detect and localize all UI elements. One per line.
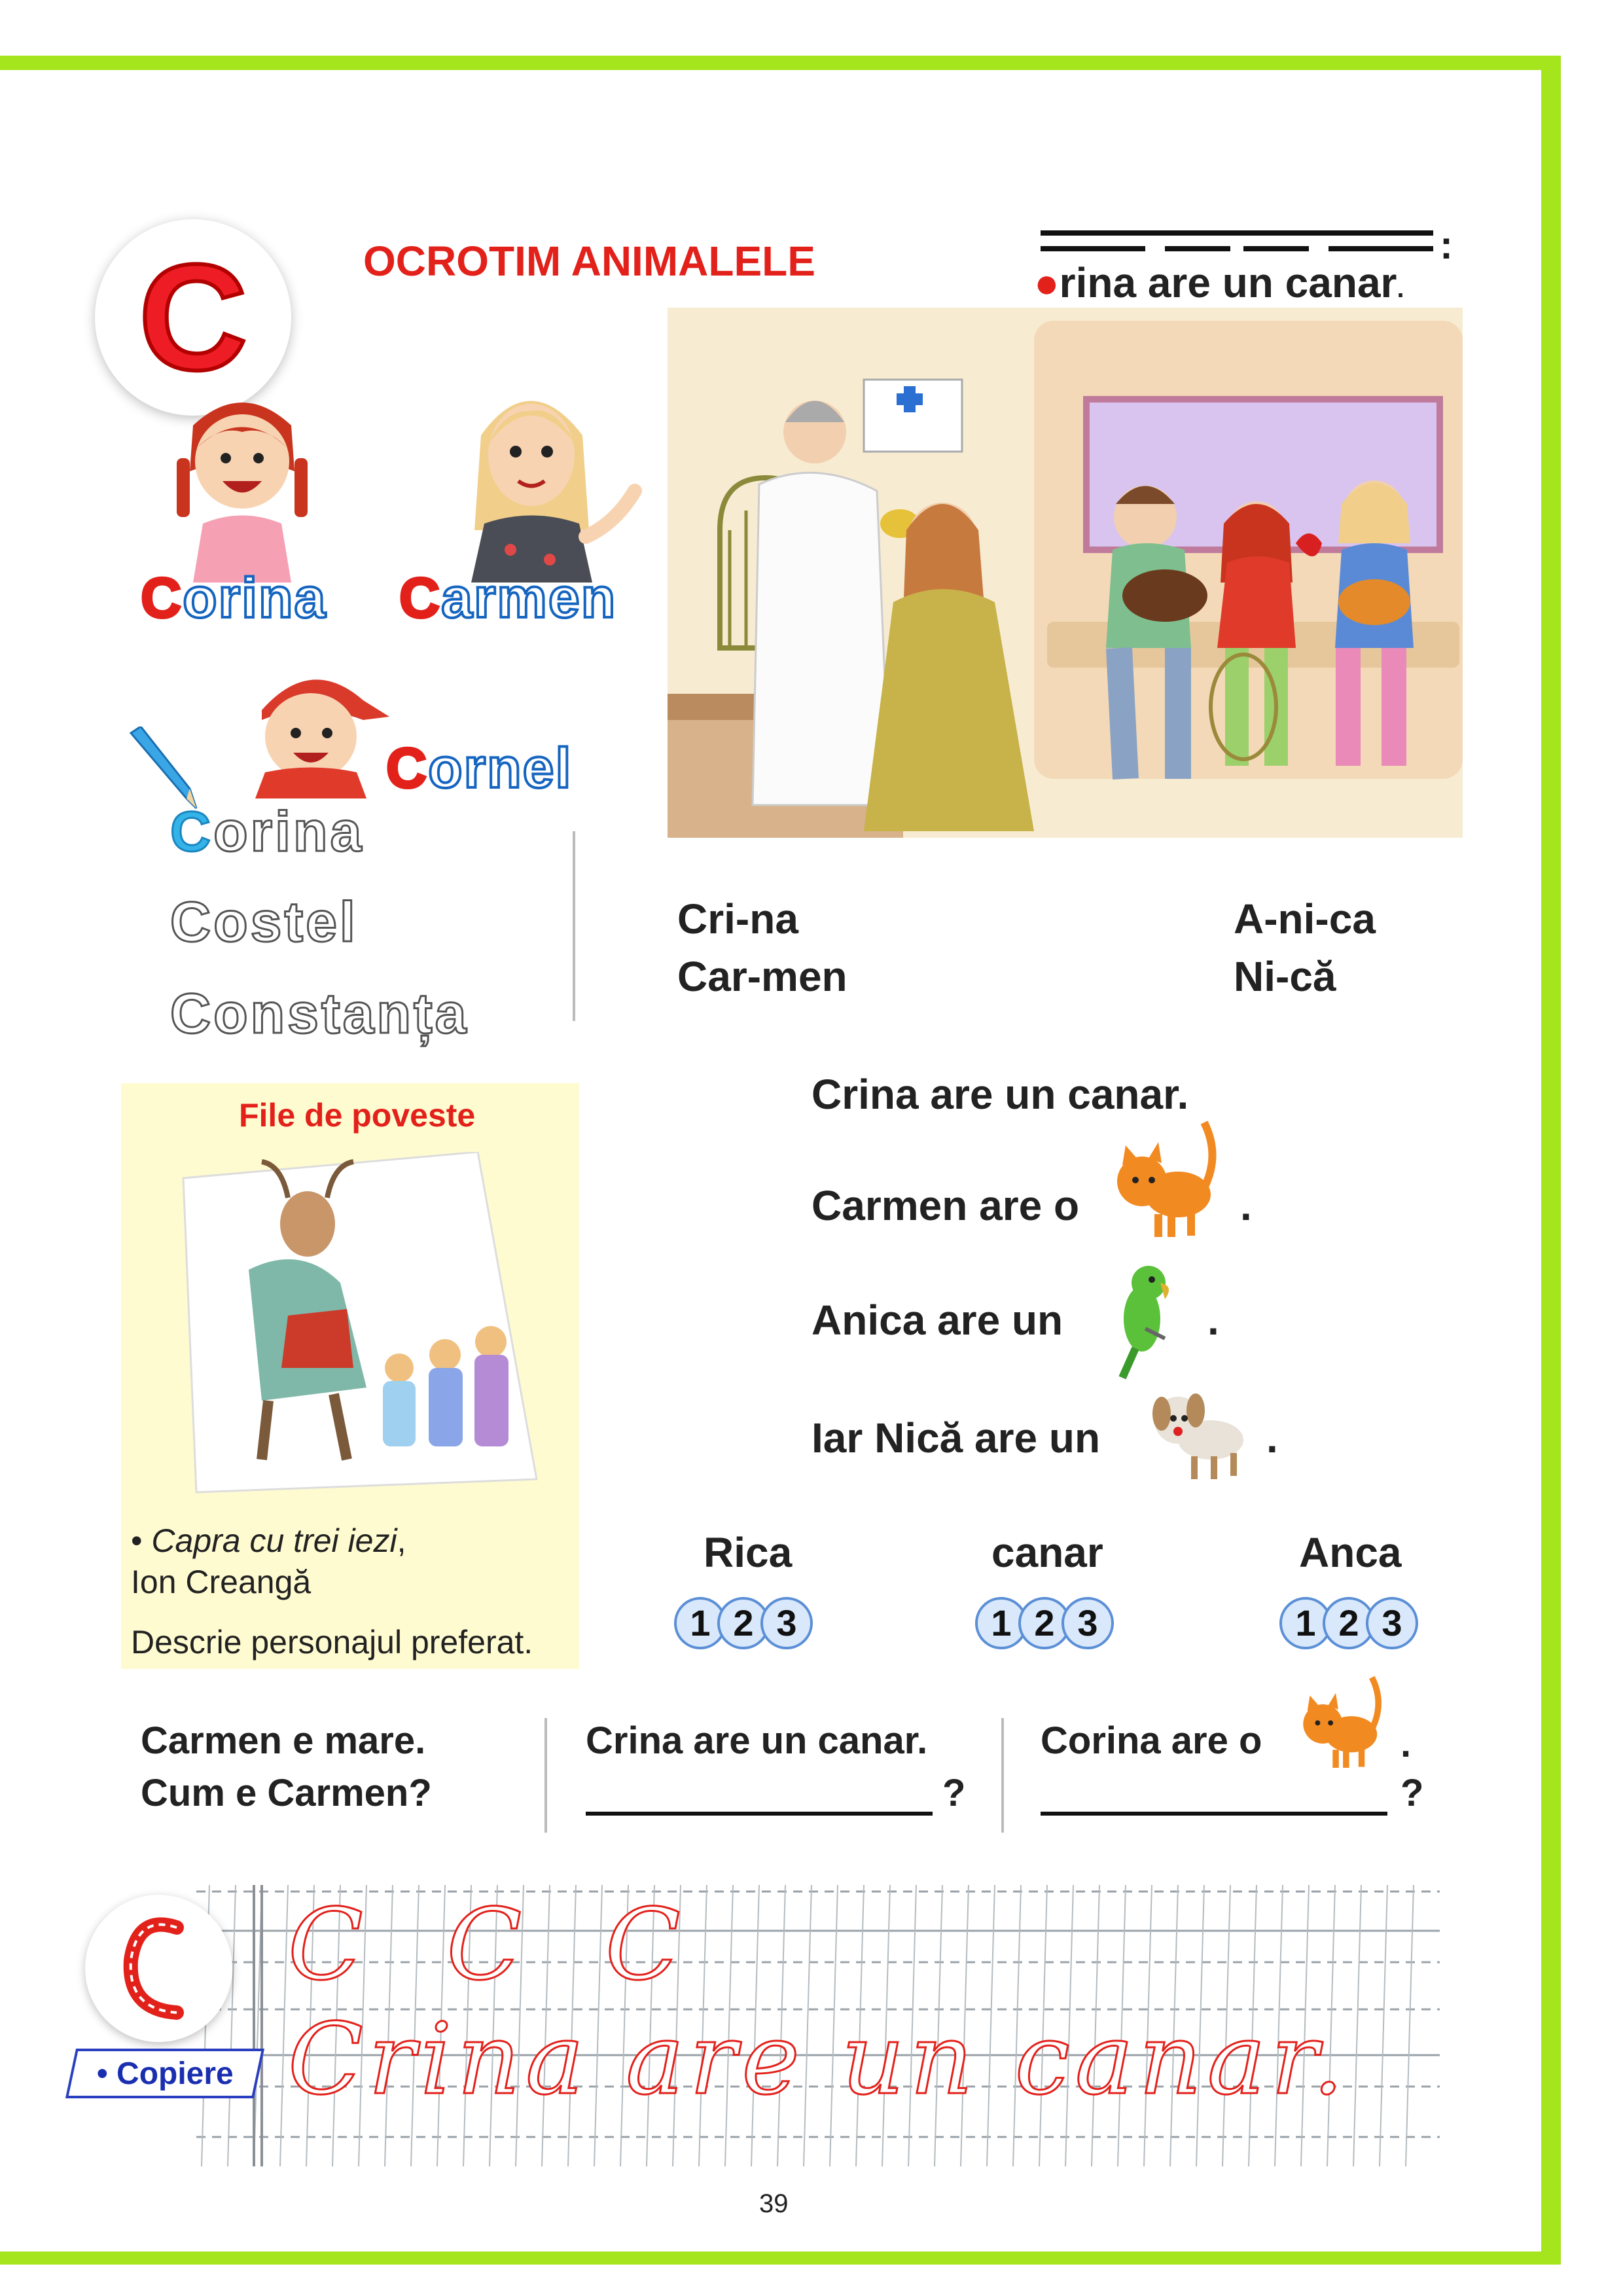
divider-question-2 (1001, 1718, 1004, 1833)
missing-letter-sentence (1034, 259, 1404, 307)
count-options-rica (674, 1597, 804, 1649)
syllable-word: Ni-că (1234, 953, 1336, 1000)
label-corina-rest: orina (183, 567, 327, 630)
syllable-word: A-ni-ca (1234, 895, 1376, 942)
page-frame-bottom (0, 2251, 1561, 2265)
count-option[interactable]: 1 (975, 1597, 1027, 1649)
question-carmen-line2: Cum e Carmen? (141, 1772, 432, 1814)
question-carmen-line1: Carmen e mare. (141, 1719, 426, 1762)
story-author: Ion Creangă (131, 1564, 312, 1600)
sentence-1: Crina are un canar. (812, 1071, 1189, 1118)
sentence-3-end: . (1207, 1297, 1219, 1344)
missing-letter-end: . (1397, 274, 1404, 303)
dog-icon (1142, 1378, 1253, 1482)
question-carmen (141, 1715, 432, 1820)
page-frame-top (0, 56, 1561, 70)
question-corina-end: . (1400, 1723, 1412, 1765)
story-bullet: • (131, 1522, 152, 1559)
count-option[interactable]: 3 (1061, 1597, 1114, 1649)
label-carmen-rest: armen (441, 567, 617, 630)
sentence-4-end: . (1266, 1414, 1278, 1462)
outline-word-corina-cap: C (170, 800, 214, 863)
label-cornel-cap: C (386, 737, 429, 800)
count-option[interactable]: 2 (717, 1597, 770, 1649)
parrot-icon (1103, 1257, 1181, 1381)
count-word-anca: Anca (1299, 1529, 1402, 1576)
blank-dash-3 (1243, 246, 1309, 251)
cursive-letters: C C C (288, 1888, 707, 2002)
cat-icon (1106, 1116, 1217, 1240)
cornel-illustration (236, 655, 393, 798)
cursive-letter-badge (85, 1895, 232, 2042)
copy-button-label: • Copiere (96, 2056, 234, 2091)
outline-word-costel: Costel (170, 891, 358, 954)
label-corina-cap: C (141, 567, 183, 630)
label-carmen (399, 566, 616, 631)
sentence-2-end: . (1240, 1182, 1252, 1229)
copy-button[interactable] (65, 2049, 264, 2098)
page-title: OCROTIM ANIMALELE (363, 238, 815, 285)
story-book-title: • Capra cu trei iezi, (131, 1522, 406, 1559)
story-title: File de poveste (239, 1097, 476, 1134)
page-number: 39 (759, 2189, 789, 2218)
label-carmen-cap: C (399, 567, 442, 630)
blank-dash-4 (1329, 246, 1433, 251)
count-word-canar: canar (991, 1529, 1103, 1576)
count-option[interactable]: 2 (1323, 1597, 1375, 1649)
count-options-canar (975, 1597, 1105, 1649)
count-option[interactable]: 3 (760, 1597, 813, 1649)
syllables-left (677, 890, 847, 1005)
sentence-2: Carmen are o (812, 1182, 1080, 1229)
syllable-word: Cri-na (677, 895, 798, 942)
count-option[interactable]: 1 (674, 1597, 726, 1649)
question-crina-line1: Crina are un canar. (586, 1719, 928, 1762)
answer-blank-corina[interactable] (1041, 1812, 1387, 1816)
blank-dash-1 (1041, 246, 1145, 251)
answer-blank-crina[interactable] (586, 1812, 933, 1816)
story-book-name: Capra cu trei iezi (151, 1522, 397, 1559)
carmen-illustration (458, 373, 654, 583)
divider-question-1 (544, 1718, 547, 1833)
vet-clinic-illustration (668, 308, 1463, 838)
count-option[interactable]: 1 (1279, 1597, 1332, 1649)
question-corina-line1: Corina are o (1041, 1719, 1262, 1762)
colon-mark: : (1440, 223, 1453, 267)
blank-dash-2 (1165, 246, 1230, 251)
missing-letter-text: rina are un canar (1059, 259, 1397, 306)
corina-illustration (167, 386, 317, 583)
goat-book-illustration (170, 1152, 550, 1505)
letter-badge-text: C (138, 233, 248, 401)
syllables-right (1234, 890, 1376, 1005)
sentence-3: Anica are un (812, 1297, 1063, 1344)
cursive-sentence: Crina are un canar. (288, 2003, 1349, 2117)
sentence-4: Iar Nică are un (812, 1414, 1101, 1462)
divider-syllables (573, 831, 575, 1021)
cursive-c-icon (85, 1895, 232, 2042)
count-option[interactable]: 3 (1366, 1597, 1418, 1649)
syllable-word: Car-men (677, 953, 847, 1000)
question-crina-mark: ? (942, 1772, 966, 1814)
label-corina (141, 566, 327, 631)
outline-word-constanta: Constanța (170, 982, 469, 1045)
outline-word-corina-rest: orina (213, 800, 365, 863)
outline-word-corina (170, 800, 364, 865)
missing-letter-dot: ● (1034, 259, 1060, 306)
blank-dash-top (1041, 230, 1433, 236)
page-frame-right (1541, 56, 1561, 2265)
cat-icon (1289, 1672, 1387, 1770)
story-task: Descrie personajul preferat. (131, 1624, 533, 1660)
count-option[interactable]: 2 (1018, 1597, 1071, 1649)
label-cornel (386, 736, 572, 801)
count-word-rica: Rica (704, 1529, 793, 1576)
label-cornel-rest: ornel (428, 737, 573, 800)
count-options-anca (1279, 1597, 1409, 1649)
question-corina-mark: ? (1400, 1772, 1424, 1814)
